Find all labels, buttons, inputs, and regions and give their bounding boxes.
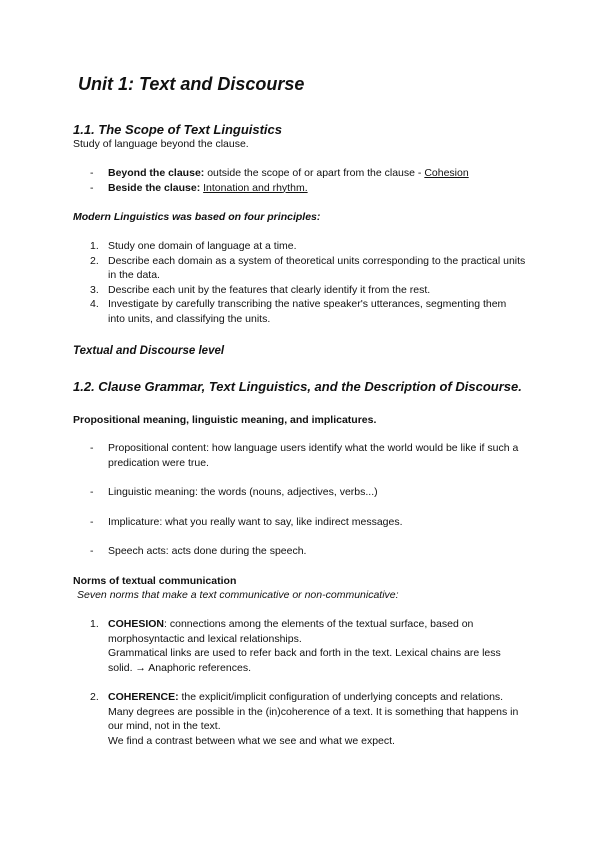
norms-intro: Seven norms that make a text communicative or non-communicative: bbox=[77, 589, 399, 601]
principle-text: Study one domain of language at a time. bbox=[108, 240, 297, 252]
section-2-heading: 1.2. Clause Grammar, Text Linguistics, and the Description of Discourse. bbox=[73, 379, 522, 394]
principles-list bbox=[90, 239, 526, 326]
list-number: 1. bbox=[90, 240, 99, 252]
principle-text: Describe each unit by the features that clearly identify it from the rest. bbox=[108, 283, 431, 296]
dash-marker: - bbox=[90, 545, 94, 557]
section-1-intro: Study of language beyond the clause. bbox=[73, 138, 249, 150]
bullet-label: Beyond the clause: bbox=[108, 167, 205, 179]
principles-heading: Modern Linguistics was based on four principles: bbox=[73, 211, 321, 223]
norms-heading: Norms of textual communication bbox=[73, 575, 237, 587]
norm-detail: Grammatical links are used to refer back and forth in the text. Lexical chains are less solid. → Anaphoric references. bbox=[108, 647, 501, 674]
textual-discourse-heading: Textual and Discourse level bbox=[73, 345, 225, 357]
meaning-text: Implicature: what you really want to say, like indirect messages. bbox=[108, 515, 403, 528]
document-title: Unit 1: Text and Discourse bbox=[78, 74, 305, 94]
norm-definition: : connections among the elements of the textual surface, based on morphosyntactic and lexical relationships. bbox=[108, 618, 474, 645]
principle-text: Investigate by carefully transcribing the native speaker's utterances, segmenting them into units, and classifying the units. bbox=[108, 298, 507, 325]
list-item bbox=[90, 617, 526, 675]
bullet-link-cohesion: Cohesion bbox=[424, 167, 469, 179]
principle-text: Describe each domain as a system of theoretical units corresponding to the practical units in the data. bbox=[108, 254, 526, 281]
list-item bbox=[90, 239, 526, 254]
list-number: 2. bbox=[90, 254, 99, 267]
norms-list bbox=[90, 617, 526, 748]
bullet-text: outside the scope of or apart from the clause - bbox=[204, 167, 425, 179]
norm-term: COHESION bbox=[108, 618, 165, 630]
list-number: 1. bbox=[90, 618, 99, 630]
dash-marker: - bbox=[90, 181, 94, 194]
clause-bullet-list bbox=[90, 166, 530, 195]
list-item bbox=[90, 441, 520, 470]
norm-definition: the explicit/implicit configuration of underlying concepts and relations. Many degrees are possible in the (in)coherence of a text. It is something that happens in our mind, not in the text. bbox=[108, 691, 519, 732]
list-number: 3. bbox=[90, 283, 99, 296]
dash-marker: - bbox=[90, 167, 94, 179]
dash-marker: - bbox=[90, 486, 94, 498]
list-number: 2. bbox=[90, 691, 99, 703]
list-item bbox=[90, 254, 526, 283]
section-1-heading: 1.1. The Scope of Text Linguistics bbox=[73, 122, 283, 137]
dash-marker: - bbox=[90, 442, 94, 454]
list-item bbox=[90, 166, 530, 181]
bullet-link-intonation: Intonation and rhythm. bbox=[203, 181, 308, 194]
norm-detail: We find a contrast between what we see and what we expect. bbox=[108, 734, 395, 747]
norm-coherence bbox=[108, 690, 526, 734]
meaning-text: Linguistic meaning: the words (nouns, adjectives, verbs...) bbox=[108, 486, 378, 498]
bullet-label: Beside the clause: bbox=[108, 181, 201, 194]
list-item bbox=[90, 485, 520, 500]
list-item bbox=[90, 544, 520, 559]
dash-marker: - bbox=[90, 515, 94, 528]
meaning-text: Speech acts: acts done during the speech. bbox=[108, 545, 307, 557]
list-item bbox=[90, 181, 530, 196]
list-number: 4. bbox=[90, 298, 99, 310]
list-item bbox=[90, 515, 520, 530]
meaning-list bbox=[90, 441, 520, 559]
norm-term: COHERENCE: bbox=[108, 691, 179, 703]
list-item bbox=[90, 283, 526, 298]
list-item bbox=[90, 297, 526, 326]
meaning-text: Propositional content: how language users identify what the world would be like if such a predication were true. bbox=[108, 442, 519, 469]
list-item bbox=[90, 690, 526, 748]
norm-cohesion bbox=[108, 617, 526, 646]
meaning-heading: Propositional meaning, linguistic meaning, and implicatures. bbox=[73, 414, 377, 426]
